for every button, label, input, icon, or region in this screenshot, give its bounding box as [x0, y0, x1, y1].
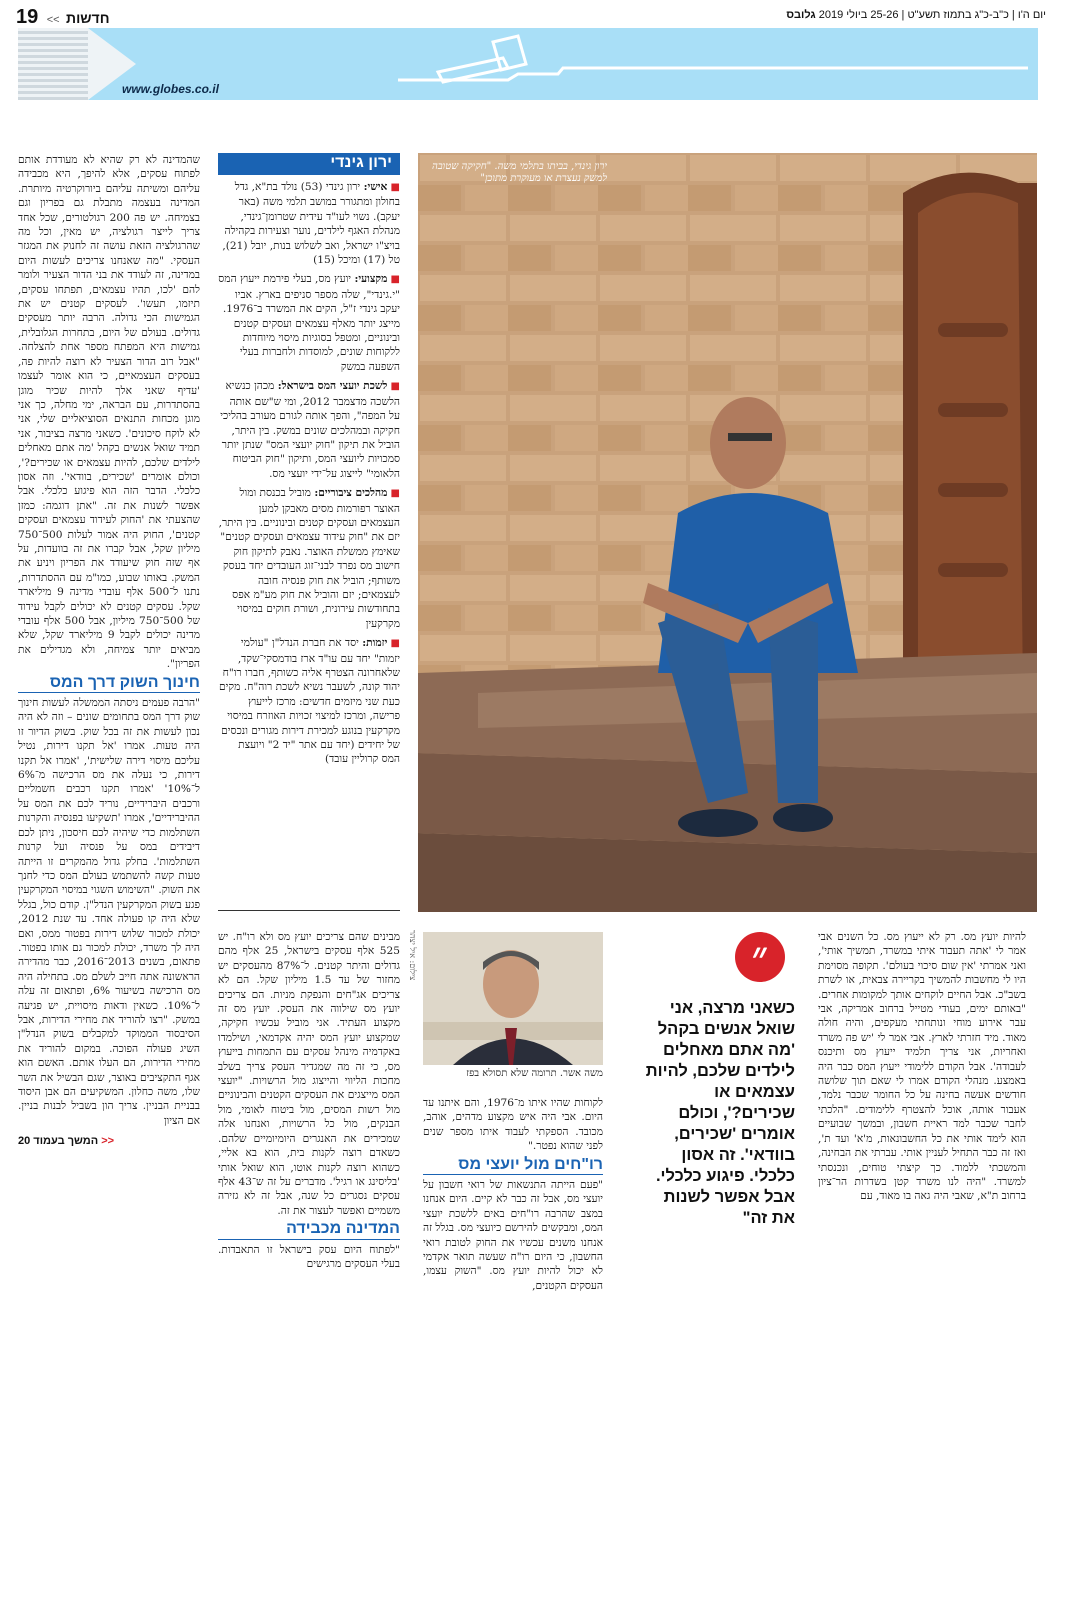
- subhead-market-education: חינוך השוק דרך המס: [18, 676, 200, 693]
- date-line: [786, 9, 1046, 21]
- bullet-icon: ■: [387, 488, 400, 500]
- paragraph: "לפתוח היום עסק בישראל זו התאבדות. בעלי העסקים מרגישים: [218, 1243, 400, 1270]
- profile-item-entrepreneurship: ■ יזמות: יסד את חברת הנדל"ן "עולמי יזמות" יחד עם עו"ד ארז בודמסקי־שקד, שלאחרונה הצטרף אליה כשותף, חברו רו"ח יהוד קונה, לשעבר נשיא לשכת רוה"ח. מקים כעת שני מיזמים חדשים: מרכז לייעוץ פרישה, ומרכז למיצוי זכויות האוזרח במיסוי מקרקעין בנוגע למכירת דירות מגורים ונכסים של יחידים (יחד עם אתר "יד 2" ויועצת המס קרוליין עובד): [219, 637, 400, 766]
- column-second-left: [218, 930, 400, 1330]
- profile-box: [218, 153, 400, 905]
- profile-item-bureau: ■ לשכת יועצי המס בישראל: מכהן כנשיא הלשכה מדצמבר 2012, ומי ש"שם אותה על המפה", והפך אותה לגורם מעורב בהליכי חקיקה ובמהלכים שונים במשק. בין היתר, הוביל את תיקון "חוק יועצי המס" שנתן יותר סמכויות ליועצי המס, ותיקון "חוק הביטוח הלאומי" לייצוג על־ידי יועצי מס.: [220, 380, 400, 480]
- column-far-left: [18, 153, 200, 1333]
- header-banner: [18, 28, 1038, 100]
- paragraph: "הרבה פעמים ניסתה הממשלה לעשות חינוך שוק דרך המס בתחומים שונים – וזה לא היה נכון לעשות את זה בכל שוק. בשוק הדיור זו היה טעות. אמרו 'אל תקנו דירות, נטיל עליכם מיסוי דירה שלישית', 'אמרו אל תקנו דירות, כי נעלה את מס הרכישה מ־6% ל־10%' 'אמרו תקנו רכבים חשמליים ורכבים היברידיים, נוריד לכם את המס על ההיברידיים', אמרו 'תשקיעו בפנסיה והקרנות השתלמות כדי שיהיה לכם חיסכון, ניתן לכם דיבידים במס על פנסיה ועל קרנות השתלמות'. בחלק גדול מהמקרים זו הייתה טעות קשה להשתמש בעולם המס כדי לחנך את השוק. "השימוש השגוי במיסוי המקרקעין פגע בשוק המקרקעין הנדל"ן. קודם כול, בגלל שלא היה קו פעולה אחד. עד שנת 2012, יכולת למכור שלוש דירות בפטור ממס, ואם היה לך משרד, יכולת למכור גם אותו בפטור. פתאום, בשנים 2013־2016, כבר מהדירה הראשונה אתה חייב לשלם מס. בתחילה היה מס הרכישה בשיעור 6%, ופתאום זה עלה ל־10%. כשאין ודאות מיסויית, יש פגיעה במשק. "רצו להוריד את מחירי הדירות, אבל הסיבסוד הממוקד למקבלים בשוק הנדל"ן השיג פעולה הפוכה. במקום להוריד את מחירי הדירות, הם העלו אותם. האשם הוא אגף התקציבים באוצר, שגם הבשיל את השר שלו, משה כחלון. המשקיעים הם אבן היסוד בבניית הבניין. צריך הון בשביל לבנות בניין. אם הציון: [18, 697, 200, 1127]
- gavel-icon: [398, 34, 1038, 94]
- column-middle: [423, 1096, 603, 1326]
- section-name: חדשות: [66, 10, 110, 26]
- paragraph: מבינים שהם צריכים יועץ מס ולא רו"ח. יש 525 אלף עסקים בישראל, 25 אלף מהם גדולים והיתר קטנים. ל־87% מהעסקים יש מחזור של עד 1.5 מיליון שקל. הם לא צריכים אג"חים והנפקת מניות. הם צריכים יועץ מס שילווה את העסק. יועץ מס זה מקצוע העתיד. אני מוביל עכשיו חקיקה, שמקצוע יועץ המס יהיה אקדמאי, ושילמדו באקדמיה מינהל עסקים עם התמחות בייעוץ מס, כי זה מה שמגדיר העסק צריך בשלב מחכות הליווי והייצוג מול הרשויות. "יועצי המס מייצגים את העסקים הקטנים והבינוניים מול רשות המסים, מול ביטוח לאומי, מול הבנקים, מול כל הרשויות, ואנחנו אלה שמכירים את האנגרים היומיומיים שלהם. כשאדם רוצה לקנות בית, הוא בא אליי, כשהוא רוצה לקנות אוטו, הוא שואל אותי 'בליסינג או רגיל'. מדברים על זה ש־43 אלף עסקים נסגרים כל שנה, אבל זה לא גזירה משמיים ואפשר לעצור את זה.: [218, 931, 400, 1217]
- profile-item-public: ■ מהלכים ציבוריים: מוביל בכנסת ומול האוצר רפורמות מסים מאבקן למען העצמאים ועסקים קטנים ובינוניים. בין היתר, יזם את "חוק עידוד עצמאים ועסקים קטנים" שאימץ ממשלת האוצר. נאבק לתיקון חוק חישוב מס נפרד לבני־זוג העובדים יחד בעסק משותף; הוביל את חוק פנסיה חובה לעצמאים; יזם והוביל את חוק מע"מ אפס בתחודשות עירונית, ושורת חוקים במיסוי מקרקעין: [218, 487, 400, 630]
- page-folio: [16, 6, 110, 29]
- quote-mark-icon: [735, 932, 785, 982]
- issue-date: יום ה'ו | כ"ב-כ"ג בתמוז תשע"ט | 25-26 ביולי 2019: [818, 9, 1046, 21]
- profile-item-personal: ■ אישי: ירון גינדי (53) נולד בת"א, גדל בחולון ומתגורר במושב תלמי משה (באר יעקב). נשוי לעו"ד עידית שטרומן־גינדי, מנהלת האגף לילדים, נוער וצעירות בקהילה בויצ"ו ישראל, ואב לשלוש בנות, יובל (21), טל (17) ומיכל (15): [222, 181, 400, 267]
- portrait-illustration: [418, 153, 1037, 912]
- headshot-caption: משה אשר. תרומה שלא תסולא בפז: [466, 1068, 603, 1079]
- paragraph: להיות יועץ מס. רק לא ייעוץ מס. כל השנים אבי אמר לי 'אתה תעבוד איתי במשרד, תמשיך אותי', ואני אמרתי 'אין שום סיכוי בעולם'. תקופה מסוימת היו לי מחשבות להמשיך בקריירה צבאית, או לשרת בשב"כ. אבל החיים לוקחים אותך למקומות אחרים. "באותם ימים, בעודי מטייל ברחוב אמריקה, אבי עבר אירוע מוחי ונותחתי מעקפים, והיה חולה מאוד. מיד חזרתי לארץ. אבי אמר לי 'יש פה משרד ואחריות, אני צריך תלמיד ייעוץ מס ותיכנס לעבודה'. אבל הקודם ללימודי ייעוץ המס כבר היה באמצע. מנהלי הקודם אמרו לי שאם תוך שלושה חודשים אעשה בחינה על כל החומר שכבר נלמד, אעבור אותה, אוכל להצטרף ללימודים. "הלכתי לחבר שכבר למד ראיית חשבון, ובמשך שבועיים הוא לימד אותי את כל החשבונאות, מ'א' ועד ת', ואז זה כבר התחיל לעניין אותי. עברתי את הבחינה, והמשכתי ללמוד. כך קיצתי טוחים, ונכנסתי למשרד. "היה לנו משרד קטן בשדרות הר־ציון ברחוב ת"א, שאבי היה גאה בו מאוד, עם: [818, 931, 1026, 1203]
- column-far-right: [818, 930, 1026, 1330]
- continued-arrows-icon: <<: [98, 1135, 115, 1148]
- pull-quote: כשאני מרצה, אני שואל אנשים בקהל 'מה אתם מאחלים לילדים שלכם, להיות עצמאים או שכירים?', וכולם אומרים 'שכירים, בוודאי'. זה אסון כלכלי. פיגוע כלכלי. אבל אפשר לשנות את זה": [645, 999, 795, 1227]
- divider: [218, 910, 400, 911]
- bullet-icon: ■: [387, 381, 400, 393]
- bullet-icon: ■: [387, 274, 400, 286]
- paragraph: "פעם הייתה התנשאות של רואי חשבון על יועצי מס, אבל זה כבר לא קיים. היום אנחנו במצב שהרבה רו"חים באים ללשכת יועצי המס, ומבקשים להירשם כיועצי מס. בגלל זה אנחנו משנים עכשיו את החוק לטובת רואי החשבון, כי היום רו"ח שעשה תואר אקדמי לא יכול להיות יועץ מס. "השוק עצמו, העסקים הקטנים,: [423, 1179, 603, 1292]
- brand-name: גלובס: [786, 9, 816, 21]
- subhead-burdensome-state: המדינה מכבידה: [218, 1222, 400, 1239]
- page-number: 19: [16, 6, 39, 28]
- photo-credit: צילום: איל יצהר: [408, 930, 417, 981]
- main-photo: [418, 153, 1037, 912]
- section-arrows: <<: [46, 14, 60, 26]
- headshot-illustration: [423, 932, 603, 1065]
- banner-stripes: [18, 28, 88, 100]
- svg-text:״: ״: [751, 933, 769, 982]
- profile-title: ירון גינדי: [218, 153, 400, 175]
- continued-link[interactable]: << המשך בעמוד 20: [18, 1135, 115, 1148]
- headshot-photo: [423, 932, 603, 1065]
- bullet-icon: ■: [387, 182, 400, 193]
- paragraph: לקוחות שהיו איתו מ־1976, והם איתנו עד היום. אבי היה איש מקצוע מדהים, אוהב, מכובד. הספקתי לעבוד איתו מספר שנים לפני שהוא נפטר.": [423, 1097, 603, 1153]
- subhead-accountants: רו"חים מול יועצי מס: [423, 1158, 603, 1175]
- photo-caption: ירון גינדי, בביתו בתלמי משה. "חקיקה שטובה למשק נעצרת או מעוקרת מתוכן": [431, 161, 607, 184]
- site-url[interactable]: www.globes.co.il: [122, 82, 219, 96]
- bullet-icon: ■: [387, 638, 400, 650]
- page-header: [16, 6, 1046, 26]
- profile-item-professional: ■ מקצועי: יועץ מס, בעלי פירמת ייעוץ המס "י.גינדי", שלה מספר סניפים בארץ. אביו יעקב גינדי ז"ל, הקים את המשרד ב־1976. מייצג יותר מאלף עצמאים ועסקים קטנים ובינוניים, ומטפל בסוגיות מיסוי מיוחדות ללקוחות שונים, למוסדות ולחברות בעלי השפעה במשק: [218, 273, 400, 373]
- paragraph: שהמדינה לא רק שהיא לא מעודדת אותם לפתוח עסקים, אלא להיפך, היא מכבידה עליהם ומשיתה עליהם ביורוקרטיה מיותרת. המדינה בעצמה מתבלת גם בפריון וגם בצמיחה. יש פה 200 רגולטורים, שכל אחד צריך לייצר רגולציה, יש מאין, וכל מה שהרגולציה הזאת עושה זה לחנוק את המגזר העסקי. "מה שאנחנו צריכים לעשות היום במדינה, זה לעודד את בני הדור הצעיר ולומר להם 'לכו, תהיו עצמאים, תפתחו עסקים, תיזמו, תעשו'. לעסקים קטנים יש את הגמישות הכי גדולה. הרבה יותר מעסקים גדולים. בעולם של היום, בתחרות הגלובלית, גמישות היא המפתח מספר אחת להצלחה. "אבל רוב הדור הצעיר לא רוצה להיות פה, בעסקים העצמאיים, כי הוא אומר לעצמו 'עדיף שאני אלך להיות שכיר מוגן בהסתדרות, עם הבראה, ימי מחלה, כך אני מוגן מכחות התנאים הסוציאליים שלי, אני לא לוקח סיכונים'. כשאני מרצה בציבור, אני תמיד שואל אנשים בקהל 'מה אתם מאחלים לילדים שלכם, להיות עצמאים או שכירים?', וכולם אומרים 'שכירים, בוודאי'. וזה אסון כלכלי. הדבר הזה הוא פיגוע כלכלי. אבל אפשר לשנות את זה. "אתן דוגמה: כמזן שהצעתי את 'החוק לעידוד עצמאים ועסקים קטנים', החוק היה אמור לעלות 500־750 מיליון שקל, אבל קברו את זה בוועדות, על אף שזה חוק שיעודד את הפריון ויניע את המשק. באותו שבוע, כמו"מ עם ההסתדרות, נתנו ל־500 אלף עובדי מדינה 9 מיליארד שקל. עסקים קטנים לא יכולים לקבל עידוד של 500־750 מיליון, אבל 500 אלף עובדי מדינה יכולים לקבל 9 מיליארד שקל, שלא מביאים יותר צמיחה, ולא מגדילים את הפריון".: [18, 154, 200, 671]
